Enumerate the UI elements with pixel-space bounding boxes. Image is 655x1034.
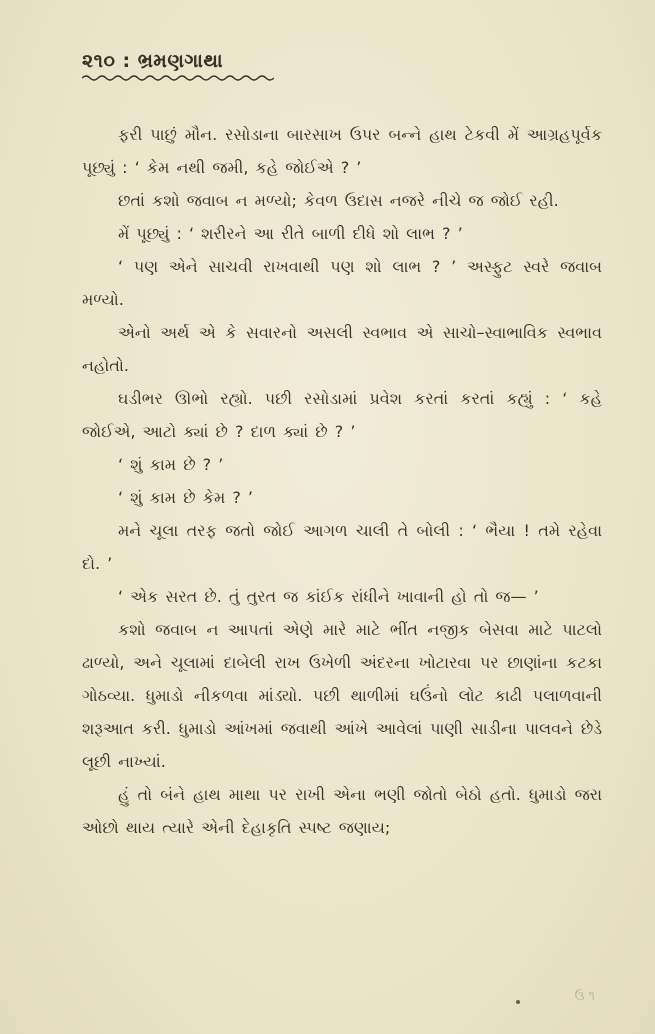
paragraph: મને ચૂલા તરફ જતો જોઈ આગળ ચાલી તે બોલી : ‘ ભૈયા ! તમે રહેવા દો. ’ [82,521,602,573]
page-corner-mark: ઉ ૧ [574,989,595,1004]
running-head: ૨૧૦ : ભ્રમણગાથા [82,50,224,72]
paragraph: ઘડીભર ઊભો રહ્યો. પછી રસોડામાં પ્રવેશ કરતાં કરતાં કહ્યું : ‘ કહે જોઈએ, આટો ક્યાં છે ? દાળ ક્યાં છે ? ’ [82,389,602,441]
paragraph: હું તો બંને હાથ માથા પર રાખી એના ભણી જોતો બેઠો હતો. ધુમાડો જરા ઓછો થાય ત્યારે એની દેહાકૃતિ સ્પષ્ટ જણાય; [82,785,602,837]
paragraph: ‘ પણ એને સાચવી રાખવાથી પણ શો લાભ ? ’ અસ્ફુટ સ્વરે જવાબ મળ્યો. [82,257,602,309]
paragraph: છતાં કશો જવાબ ન મળ્યો; કેવળ ઉદાસ નજરે નીચે જ જોઈ રહી. [118,191,559,210]
paragraph: ‘ શું કામ છે કેમ ? ’ [118,488,253,507]
ink-speck [516,1000,520,1004]
header-wavy-underline [82,74,274,82]
paragraph: મેં પૂછ્યું : ‘ શરીરને આ રીતે બાળી દીધે શો લાભ ? ’ [118,224,463,243]
paragraph: એનો અર્થ એ કે સવારનો અસલી સ્વભાવ એ સાચો–સ્વાભાવિક સ્વભાવ નહોતો. [82,323,602,375]
paragraph: ‘ એક સરત છે. તું તુરત જ કાંઈક રાંધીને ખાવાની હો તો જ— ’ [118,587,539,606]
page-header [82,50,274,82]
paragraph: ફરી પાછું મૌન. રસોડાના બારસાખ ઉપર બન્ને હાથ ટેકવી મેં આગ્રહપૂર્વક પૂછ્યું : ‘ કેમ નથી જમી, કહે જોઈએ ? ’ [82,125,602,177]
paragraph: ‘ શું કામ છે ? ’ [118,455,224,474]
paragraph: કશો જવાબ ન આપતાં એણે મારે માટે ભીંત નજીક બેસવા માટે પાટલો ઢાળ્યો, અને ચૂલામાં દાબેલી રાખ ઉખેળી અંદરના ખોટારવા પર છાણાંના કટકા ગોઠવ્યા. ધુમાડો નીકળવા માંડ્યો. પછી થાળીમાં ઘઉંનો લોટ કાઢી પલાળવાની શરૂઆત કરી. ધુમાડો આંખમાં જવાથી આંખે આવેલાં પાણી સાડીના પાલવને છેડે લૂછી નાખ્યાં. [82,620,602,771]
page-body [82,118,602,844]
